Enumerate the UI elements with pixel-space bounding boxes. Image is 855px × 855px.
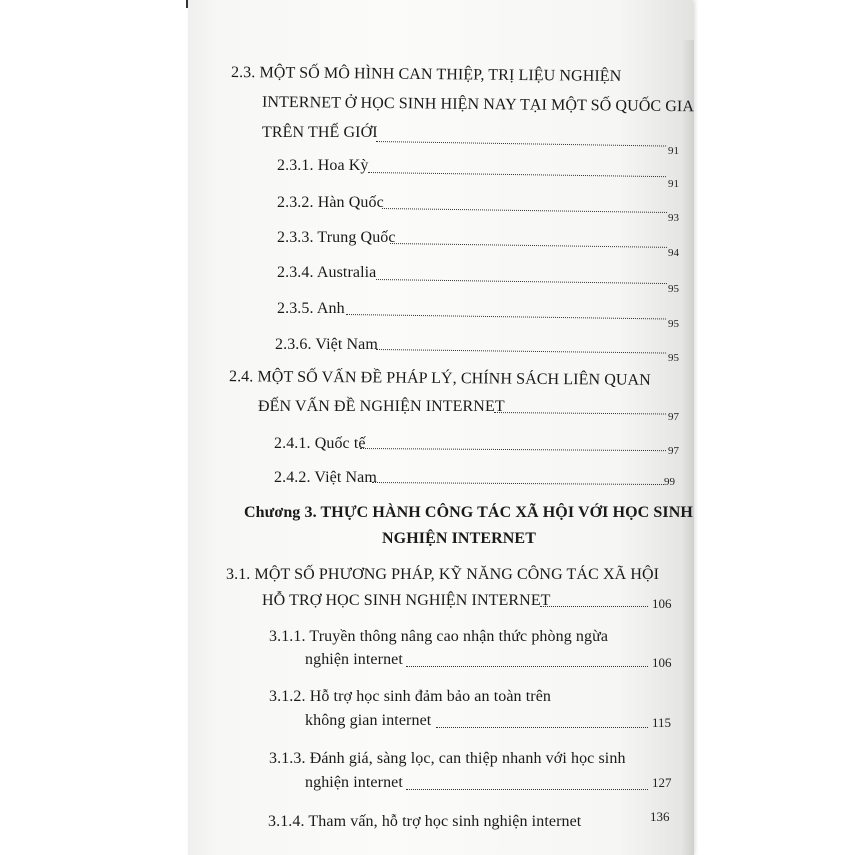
toc-page-number: 106: [652, 596, 672, 611]
toc-item-3-1-1-line1: 3.1.1. Truyền thông nâng cao nhận thức phòng ngừa: [269, 628, 609, 645]
toc-section-2-3-line1: 2.3. MỘT SỐ MÔ HÌNH CAN THIỆP, TRỊ LIỆU NGHIỆN: [230, 63, 622, 86]
toc-item-3-1-2-line2: không gian internet: [305, 712, 432, 729]
toc-item-2-3-6: 2.3.6. Việt Nam: [275, 336, 378, 353]
toc-section-2-4-line2: ĐẾN VẤN ĐỀ NGHIỆN INTERNET: [258, 398, 505, 415]
chapter-3-title-line1: Chương 3. THỰC HÀNH CÔNG TÁC XÃ HỘI VỚI HỌC SINH: [244, 504, 693, 521]
toc-leader-dots: [346, 314, 666, 319]
toc-page-number: 91: [668, 145, 679, 157]
toc-page-number: 91: [668, 178, 679, 190]
toc-item-2-3-4: 2.3.4. Australia: [277, 264, 377, 281]
toc-item-2-3-5: 2.3.5. Anh: [277, 300, 345, 317]
toc-item-3-1-2-line1: 3.1.2. Hỗ trợ học sinh đảm bảo an toàn trên: [269, 688, 552, 705]
toc-page-number: 127: [652, 775, 672, 790]
toc-item-3-1-3-line1: 3.1.3. Đánh giá, sàng lọc, can thiệp nhanh với học sinh: [269, 750, 626, 767]
toc-item-2-4-2: 2.4.2. Việt Nam: [274, 469, 377, 486]
toc-page-number: 95: [668, 283, 679, 295]
toc-page-number: 136: [650, 809, 670, 824]
toc-item-3-1-4: 3.1.4. Tham vấn, hỗ trợ học sinh nghiện internet: [268, 813, 582, 830]
toc-leader-dots: [494, 412, 666, 415]
toc-page-number: 99: [664, 476, 675, 488]
toc-section-3-1-line1: 3.1. MỘT SỐ PHƯƠNG PHÁP, KỸ NĂNG CÔNG TÁC XÃ HỘI: [226, 566, 660, 583]
toc-section-3-1-line2: HỖ TRỢ HỌC SINH NGHIỆN INTERNET: [262, 592, 551, 609]
toc-leader-dots: [372, 482, 664, 485]
toc-leader-dots: [390, 243, 667, 248]
toc-item-2-3-3: 2.3.3. Trung Quốc: [277, 229, 396, 246]
toc-section-2-4-line1: 2.4. MỘT SỐ VẤN ĐỀ PHÁP LÝ, CHÍNH SÁCH LIÊN QUAN: [228, 368, 651, 389]
toc-section-2-3-line3: TRÊN THẾ GIỚI: [262, 124, 378, 141]
toc-leader-dots: [376, 279, 667, 284]
toc-leader-dots: [406, 666, 648, 667]
toc-page-number: 106: [652, 655, 672, 670]
toc-item-2-3-2: 2.3.2. Hàn Quốc: [277, 194, 384, 211]
toc-page-number: 95: [668, 318, 679, 330]
toc-leader-dots: [376, 349, 666, 354]
toc-page-number: 94: [668, 247, 679, 259]
toc-leader-dots: [376, 141, 666, 147]
toc-item-2-4-1: 2.4.1. Quốc tế: [274, 435, 366, 452]
toc-item-3-1-3-line2: nghiện internet: [305, 774, 403, 791]
toc-leader-dots: [382, 208, 667, 213]
toc-leader-dots: [540, 606, 648, 607]
toc-leader-dots: [360, 448, 666, 451]
toc-section-2-3-line2: INTERNET Ở HỌC SINH HIỆN NAY TẠI MỘT SỐ QUỐC GIA: [261, 93, 695, 116]
toc-page-number: 97: [668, 445, 679, 457]
toc-page-number: 95: [668, 352, 679, 364]
toc-leader-dots: [436, 727, 648, 728]
toc-page-number: 97: [668, 411, 679, 423]
toc-page-number: 115: [652, 715, 672, 730]
toc-page-number: 93: [668, 212, 679, 224]
toc-leader-dots: [406, 789, 648, 790]
chapter-3-title-line2: NGHIỆN INTERNET: [382, 530, 536, 547]
toc-leader-dots: [368, 172, 666, 177]
toc-item-2-3-1: 2.3.1. Hoa Kỳ: [277, 157, 369, 174]
toc-item-3-1-1-line2: nghiện internet: [305, 651, 403, 668]
